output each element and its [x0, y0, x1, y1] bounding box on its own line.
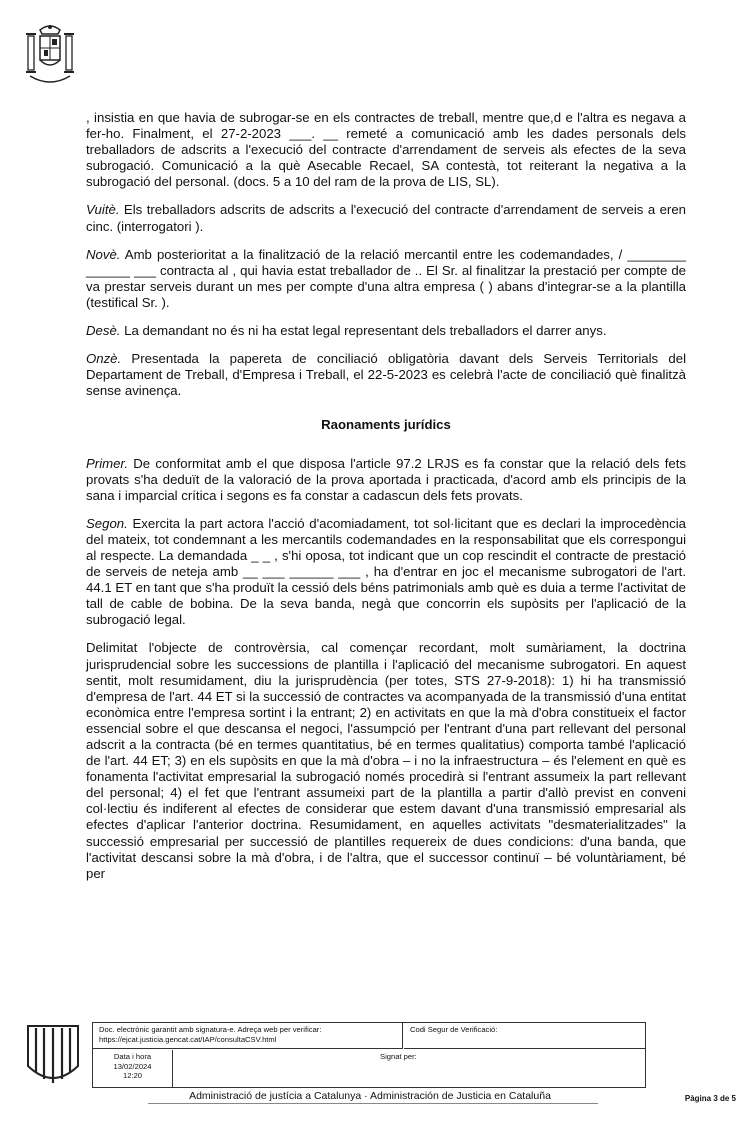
fact-9-label: Novè.: [86, 246, 121, 262]
reasoning-1-label: Primer.: [86, 455, 129, 471]
footer-divider: [148, 1103, 598, 1104]
paragraph-fact-8: [86, 202, 686, 234]
catalan-senyera-seal-icon: [24, 1022, 82, 1092]
fact-11-label: Onzè.: [86, 351, 122, 367]
signed-by-cell: [174, 1050, 645, 1087]
paragraph-fact-10: [86, 323, 686, 339]
paragraph-fact-11: [86, 351, 686, 399]
section-heading: Raonaments jurídics: [321, 417, 451, 433]
fact-10-label: Desè.: [86, 323, 121, 339]
administration-footer: [0, 1090, 750, 1102]
verification-label: Doc. electrònic garantit amb signatura-e. Adreça web per verificar:: [99, 1025, 322, 1034]
document-body: [86, 110, 686, 894]
paragraph-reasoning-2: [86, 516, 686, 629]
fact-9-text: Amb posterioritat a la finalització de la relació mercantil entre les codemandades, / ________ ______ ___ contracta al , qui havia estat treballador de .. El Sr. al finalitzar la prestació per compte de va prestar serveis durant un mes per compte d'una altra empresa ( ) abans d'integrar-se a la plantilla (testifical Sr. ).: [86, 246, 686, 310]
csv-code-cell: [404, 1023, 645, 1049]
spanish-coat-of-arms-icon: [22, 22, 78, 92]
fact-11-text: Presentada la papereta de conciliació obligatòria davant dels Serveis Territorials del Departament de Treball, d'Empresa i Treball, el 22-5-2023 es celebrà l'acte de conciliació què finalitzà sense avinença.: [86, 351, 686, 399]
page-number: Pàgina 3 de 5: [684, 1094, 736, 1103]
reasoning-2-label: Segon.: [86, 515, 128, 531]
reasoning-1-text: De conformitat amb el que disposa l'article 97.2 LRJS es fa constar que la relació dels fets provats s'ha deduït de la valoració de la prova aportada i practicada, d'acord amb els principis de la sana i imparcial crítica i segons es fa constar a cadascun dels fets provats.: [86, 455, 686, 503]
administration-text: Administració de justícia a Catalunya · Administración de Justicia en Cataluña: [189, 1090, 551, 1102]
paragraph-fact-7-continued: , insistia en que havia de subrogar-se en els contractes de treball, mentre que,d e l'altra es negava a fer-ho. Finalment, el 27-2-2023 ___. __ remeté a comunicació amb les dades personals dels treballadors de adscrits a l'execució del contracte d'arrendament de serveis als efectes de la seva subrogació. Comunicació a la què Asecable Recael, SA contestà, tot reiterant la negativa a la subrogació del personal. (docs. 5 a 10 del ram de la prova de LIS, SL).: [86, 110, 686, 190]
signature-verification-box: [92, 1022, 646, 1088]
verification-cell: [93, 1023, 403, 1049]
csv-code-label: Codi Segur de Verificació:: [410, 1025, 498, 1034]
paragraph-reasoning-1: [86, 456, 686, 504]
fact-8-label: Vuitè.: [86, 202, 120, 218]
date-time-cell: [93, 1050, 173, 1087]
verification-url[interactable]: https://ejcat.justicia.gencat.cat/IAP/consultaCSV.html: [99, 1034, 277, 1044]
time-value: 12:20: [122, 1071, 142, 1080]
date-label: Data i hora: [113, 1052, 152, 1061]
fact-10-text: La demandant no és ni ha estat legal representant dels treballadors el darrer anys.: [120, 323, 607, 339]
signed-by-label: Signat per:: [380, 1052, 417, 1061]
reasoning-2-text: Exercita la part actora l'acció d'acomiadament, tot sol·licitant que es declari la improcedència del mateix, tot condemnant a les mercantils codemandades en la responsabilitat que els correspongui al respecte. La demandada _ _ , s'hi oposa, tot indicant que un cop rescindit el contracte de prestació de serveis de neteja amb __ ___ ______ ___ , ha d'entrar en joc el mecanisme subrogatori de l'art. 44.1 ET en tant que s'ha produït la cessió dels béns patrimonials amb què es duia a terme l'activitat de tall de cable de bobina. De la seva banda, negà que concorrin els supòsits per l'aplicació de la subrogació legal.: [86, 515, 686, 628]
fact-8-text: Els treballadors adscrits de adscrits a l'execució del contracte d'arrendament de serveis a eren cinc. (interrogatori ).: [86, 202, 686, 234]
date-value: 13/02/2024: [113, 1061, 152, 1071]
paragraph-fact-9: [86, 247, 686, 311]
paragraph-doctrine: Delimitat l'objecte de controvèrsia, cal començar recordant, molt sumàriament, la doctrina jurisprudencial sobre les successions de plantilla i l'aplicació del mecanisme subrogatori. En aquest sentit, molt resumidament, diu la jurisprudència (per totes, STS 27-9-2018): 1) hi ha transmissió d'empresa de l'art. 44 ET si la successió de contractes va acompanyada de la transmissió d'una entitat econòmica entre l'empresa sortint i la entrant; 2) en activitats en que la mà d'obra constitueix el factor essencial sobre el que descansa el negoci, l'assumpció per l'entrant d'una part rellevant del personal adscrit a la contracta (bé en termes quantitatius, bé en termes qualitatius) comporta també l'aplicació de l'art. 44 ET; 3) en els supòsits en que la mà d'obra – i no la infraestructura – és l'element en què es fonamenta l'activitat empresarial la subrogació només procedirà si l'entrant assumeix la part rellevant del personal; 4) el fet que l'entrant assumeixi part de la plantilla a partir d'allò previst en conveni col·lectiu és indiferent al efectes de considerar que estem davant d'una transmissió empresarial als efectes d'aplicar l'anterior doctrina. Resumidament, en aquelles activitats "desmaterialitzades" la successió empresarial per successió de plantilles requereix de dues condicions: d'una banda, que l'activitat descansi sobre la mà d'obra, i de l'altra, que el successor continuï – bé voluntàriament, bé per: [86, 640, 686, 881]
